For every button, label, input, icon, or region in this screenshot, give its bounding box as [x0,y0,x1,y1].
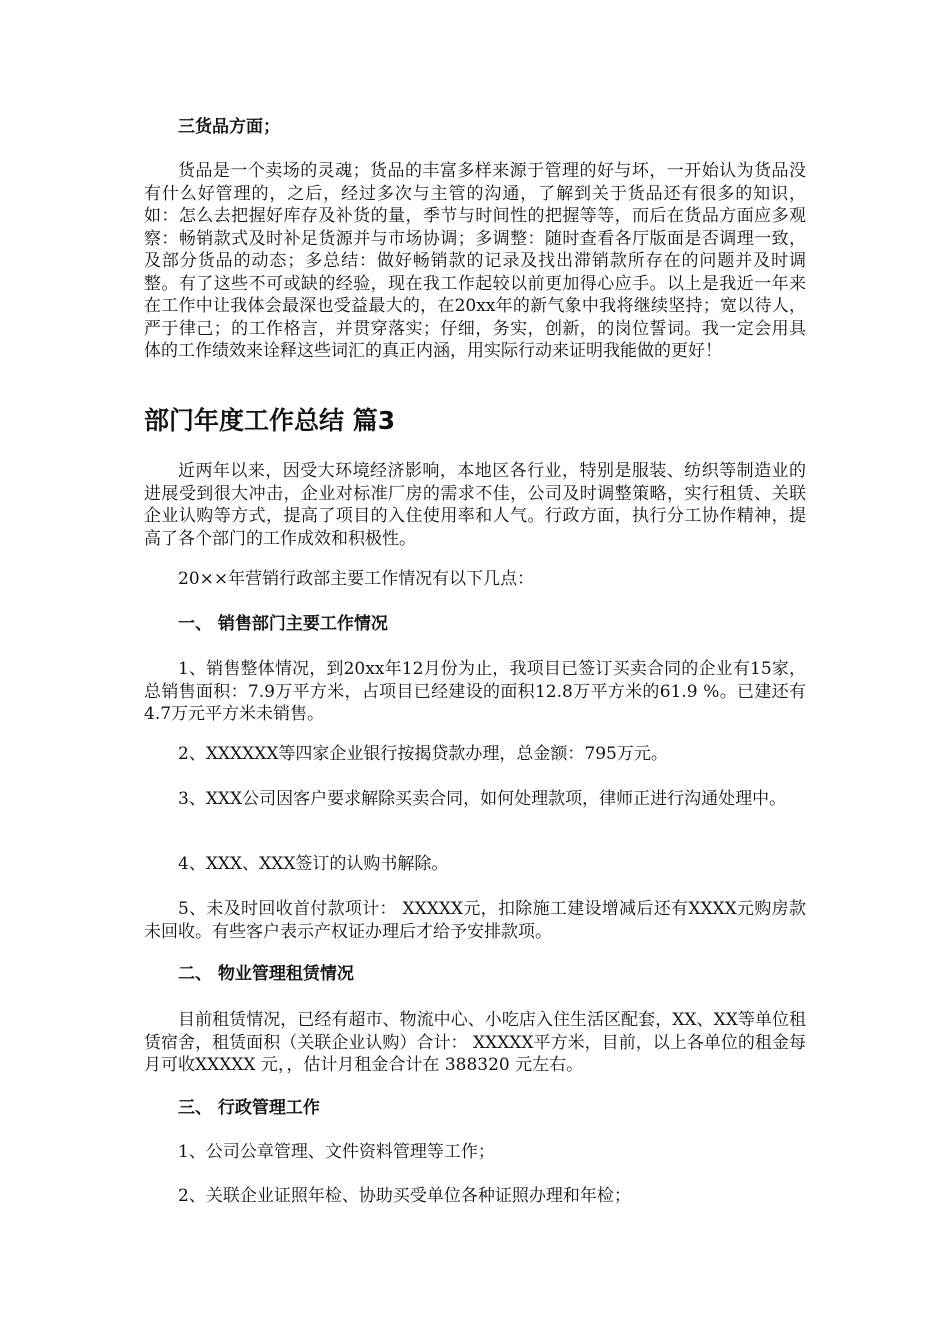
article-title: 部门年度工作总结 篇3 [144,406,396,435]
list-item-admin-2: 2、关联企业证照年检、协助买受单位各种证照办理和年检； [178,1186,631,1206]
list-item-sales-5: 5、未及时回收首付款项计： XXXXX元，扣除施工建设增减后还有XXXX元购房款未回收。有些客户表示产权证办理后才给予安排款项。 [144,899,806,942]
list-item-admin-1: 1、公司公章管理、文件资料管理等工作； [178,1142,495,1162]
section-heading-goods: 三货品方面； [178,117,280,137]
list-item-sales-3: 3、XXX公司因客户要求解除买卖合同，如何处理款项，律师正进行沟通处理中。 [178,789,787,809]
section-heading-admin: 三、 行政管理工作 [178,1098,320,1118]
paragraph-intro: 近两年以来，因受大环境经济影响，本地区各行业，特别是服装、纺织等制造业的进展受到很大冲击，企业对标准厂房的需求不佳，公司及时调整策略，实行租赁、关联企业认购等方式，提高了项目的入住使用率和人气。行政方面，执行分工协作精神，提高了各个部门的工作成效和积极性。 [144,461,806,549]
list-item-sales-2: 2、XXXXXX等四家企业银行按揭贷款办理，总金额：795万元。 [178,744,668,764]
paragraph-property: 目前租赁情况，已经有超市、物流中心、小吃店入住生活区配套，XX、XX等单位租赁宿舍，租赁面积（关联企业认购）合计： XXXXX平方米，目前，以上各单位的租金每月可收XXXXX 元，，估计月租金合计在 388320 元左右。 [144,1010,806,1075]
paragraph-goods: 货品是一个卖场的灵魂；货品的丰富多样来源于管理的好与坏，一开始认为货品没有什么好管理的，之后，经过多次与主管的沟通，了解到关于货品还有很多的知识，如：怎么去把握好库存及补货的量，季节与时间性的把握等等，而后在货品方面应多观察：畅销款式及时补足货源并与市场协调；多调整：随时查看各厅版面是否调理一致，及部分货品的动态；多总结：做好畅销款的记录及找出滞销款所存在的问题并及时调整。有了这些不可或缺的经验，现在我工作起较以前更加得心应手。以上是我近一年来在工作中让我体会最深也受益最大的，在20xx年的新气象中我将继续坚持；宽以待人，严于律己；的工作格言，并贯穿落实；仔细，务实，创新，的岗位誓词。我一定会用具体的工作绩效来诠释这些词汇的真正内涵，用实际行动来证明我能做的更好！ [144,161,806,361]
paragraph-summary-line: 20××年营销行政部主要工作情况有以下几点： [178,569,535,589]
section-heading-property: 二、 物业管理租赁情况 [178,964,354,984]
list-item-sales-1: 1、销售整体情况，到20xx年12月份为止，我项目已签订买卖合同的企业有15家，总销售面积：7.9万平方米，占项目已经建设的面积12.8万平方米的61.9 %。已建还有4.7万元平方米未销售。 [144,659,806,724]
list-item-sales-4: 4、XXX、XXX签订的认购书解除。 [178,854,449,874]
section-heading-sales: 一、 销售部门主要工作情况 [178,614,388,634]
